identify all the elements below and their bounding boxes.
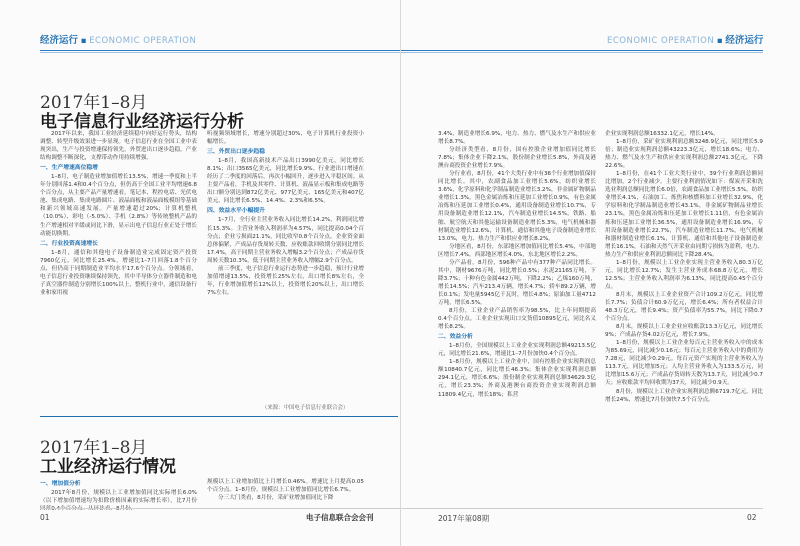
paragraph: 8月末，规模以上工业企业资产合计109.2万亿元，同比增长7.7%；负债合计60.9万亿元，增长6.4%；所有者权益合计48.3万亿元，增长9.4%；资产负债率为55.7%，同比下降0.7个百分点。: [605, 291, 763, 323]
paragraph: 规模以上工业增加值比上月增长0.46%。增速比上月提高0.05个百分点。1–8月份，规模以上工业增加值同比增长6.7%。: [207, 479, 364, 494]
paragraph: 1–8月，电子制造业增加值增长13.5%，增速一季度和上半年分别回落1.4和0.4个百分点，但仍高于全国工业平均增速6.8个百分点，从主要产品产量增速看，笔记本、程控电话、光伏电池、集成电路、集成电路圆片、液晶面板和液晶面板模组等基础和新兴领域高速发展。产量增速超过20%；计算机整机（10.0%）、彩电（-5.0%）、手机（2.8%）等传统整机产品的生产增速相对平缓或同比下滑，显示出电子信息行业正处于增长动能切换期。: [40, 174, 197, 237]
paragraph: 1–8月份，采矿业实现利润总额3248.9亿元，同比增长5.9倍；制造业实现利润总额43223.3亿元，增长18.6%；电力、热力、燃气及水生产和供应业实现利润总额2741.3亿元，下降22.6%。: [605, 139, 763, 170]
section-name-en: ECONOMIC OPERATION: [607, 36, 715, 46]
article2-column-2: [207, 478, 364, 510]
header-rule-thin: [40, 52, 400, 53]
paragraph: 8月份，工业企业产品销售率为98.5%，比上年同期提高0.4个百分点。工业企业实现出口交货值10895亿元，同比名义增长8.2%。: [438, 308, 596, 331]
article-separator: [40, 416, 398, 417]
paragraph: 听视频领域增长，增速分别超过30%，电子计算机行业投资小幅增长。: [207, 131, 364, 146]
article1-title-line1: 2017年1–8月: [40, 93, 148, 113]
paragraph: 分地区看，8月份，东部地区增加值同比增长5.4%，中部地区增长7.4%，西部地区增长4.0%，东北地区增长2.2%。: [438, 243, 596, 258]
section-name-zh: 经济运行: [725, 35, 764, 46]
paragraph: 分三大门类看，8月份，采矿业增加值同比下降: [218, 495, 334, 502]
paragraph: 1–8月，通信和其他电子设备制造业完成固定资产投资7960亿元，同比增长25.4%，增速比1–7月回落1.8个百分点，但仍高于同期制造业平均水平17.6个百分点。分领域看，电子信息行业投资继续保持领先，其中半导体分立器件制造和电子真空器件制造分别增长100%以上，整机行业中，通信设备行业和家用视: [40, 249, 197, 296]
left-running-header: 经济运行 ▪ ECONOMIC OPERATION: [40, 35, 197, 46]
page-number-left: 01: [40, 513, 50, 522]
article1-source: （来源：中国电子信息行业联合会）: [262, 405, 349, 411]
paragraph: 分经济类型看，8月份，国有控股企业增加值同比增长7.8%；集体企业下降2.1%，股份制企业增长5.8%，外商及港澳台商投资企业增长7.9%。: [438, 147, 596, 170]
paragraph: 2017年8月份，规模以上工业增加值同比实际增长6.0%（以下增加值增速均为扣除价格因素的实际增长率），比7月份: [40, 490, 197, 505]
right-column-2: [605, 130, 763, 495]
section-heading: 四、效益水平小幅提升: [207, 208, 265, 215]
paragraph: 1–7月，全行业主营业务收入同比增长14.2%，利润同比增长15.3%。主营业务收入利润率为4.57%，同比提高0.04个百分点；企业亏损面21.1%，同比收窄0.8个百分点。企业资金面总体偏紧，产成品存货周转天数、应收账款回收期分别同比增长17.4%，高于同期主营业务收入增幅3.2个百分点；产成品存货周转天数10.3%，低于同期主营业务收入增幅2.9个百分点。: [207, 217, 364, 264]
paragraph: 企业实现利润总额16332.1亿元，增长14%。: [605, 131, 719, 137]
paragraph: 2017年以来，我国工业经济延续稳中向好运行势头，结构调整、转型升级效果进一步显现。电子信息行业在全国工业中表现突出，生产与投资增速保持领先，外贸进出口逐步趋稳，产业结构调整不断深化，支撑带动作用持续增强。: [40, 131, 197, 162]
section-heading: 一、生产增速高位稳增: [40, 165, 98, 172]
paragraph: 8月末，规模以上工业企业应收账款13.3万亿元，同比增长9%；产成品存货4.02万亿元，增长7.9%。: [605, 324, 763, 339]
right-page: [400, 0, 800, 546]
article1-title-line2: 电子信息行业经济运行分析: [40, 112, 244, 132]
paragraph: 1–8月份，规模以上工业企业每百元主营业务收入中的成本为85.69元，同比减少0.16元；每百元主营业务收入中的费用为7.28元，同比减少0.29元。每百元资产实现的主营业务收入为113.7元，同比增加5元；人均主营业务收入为133.5万元，同比增加15.6万元；产成品存货周转天数为13.7天，同比减少0.7天；应收账款平均回收期为37天，同比减少0.9天。: [605, 340, 763, 387]
paragraph: 1–8月份，全国规模以上工业企业实现利润总额49213.5亿元，同比增长21.6%，增速比1–7月份加快0.4个百分点。: [438, 343, 596, 358]
paragraph: 1–8月份，在41个工业大类行业中，39个行业利润总额同比增加，2个行业减少。主要行业利润情况如下：煤炭开采和洗选业利润总额同比增长6.0倍，农副食品加工业增长5.5%，纺织业增长4.1%，石油加工、炼焦和核燃料加工业增长32.9%，化学原料和化学制品制造业增长43.1%，非金属矿物制品业增长23.1%，黑色金属冶炼和压延加工业增长1.11倍，有色金属冶炼和压延加工业增长36.5%，通用设备制造业增长16.9%，专用设备制造业增长22.7%，汽车制造业增长11.7%，电气机械和器材制造业增长6.1%，计算机、通信和其他电子设备制造业增长16.1%，石油和天然气开采业由同期亏损转为盈利，电力、热力生产和供应业利润总额同比下降28.4%。: [605, 171, 763, 258]
issue-label: 2017年第08期: [438, 514, 490, 523]
header-rule: [401, 50, 763, 51]
footer-rule: [40, 508, 400, 509]
section-name-zh: 经济运行: [40, 35, 79, 46]
article2-title-line2: 工业经济运行情况: [40, 457, 176, 477]
article1-column-1: [40, 130, 197, 430]
section-heading: 二、行业投资高速增长: [40, 240, 98, 247]
publication-name: 电子信息联合会会刊: [306, 513, 374, 522]
paragraph: 1–8月份，规模以上工业企业中，国有控股企业实现利润总额10840.7亿元，同比增长46.3%；集体企业实现利润总额294.1亿元，增长6.6%；股份制企业实现利润总额34629.3亿元，增长23.3%；外商及港澳台商投资企业实现利润总额11809.4亿元，增长18%；私营: [438, 359, 596, 398]
page-number-right: 02: [747, 513, 757, 522]
footer-rule: [401, 508, 763, 509]
header-rule-thin: [401, 52, 763, 53]
paragraph: 分产品看，8月份，596种产品中有377种产品同比增长。其中，钢材9676万吨，同比增长0.5%；水泥21165万吨，下降3.7%；十种有色金属442万吨，下降2.2%；乙烯160万吨，增长14.5%；汽车213.4万辆，增长4.7%；轿车89.2万辆，增长0.1%；发电量5945亿千瓦时，增长4.8%；原油加工量4712万吨，增长6.5%。: [438, 259, 596, 306]
paragraph: 分行业看，8月份，41个大类行业中有36个行业增加值保持同比增长。其中，农副食品加工业增长5.6%，纺织业增长3.6%，化学原料和化学制品制造业增长3.2%，非金属矿物制品业增长1.3%，黑色金属冶炼和压延加工业增长0.9%，有色金属冶炼和压延加工业增长0.4%，通用设备制造业增长10.7%，专用设备制造业增长12.1%，汽车制造业增长14.5%，铁路、船舶、航空航天和其他运输设备制造业增长5.3%，电气机械和器材制造业增长12.6%，计算机、通信和其他电子设备制造业增长13.0%，电力、热力生产和供应业增长8.2%。: [438, 171, 596, 242]
paragraph: 1–8月份，规模以上工业企业实现主营业务收入80.3万亿元，同比增长12.7%；发生主营业务成本68.8万亿元，增长12.5%；主营业务收入利润率为6.13%，同比提高0.45个百分点。: [605, 259, 763, 290]
article2-title-line1: 2017年1–8月: [40, 438, 148, 458]
paragraph: 3.4%，制造业增长6.9%，电力、热力、燃气及水生产和供应业增长8.7%。: [438, 131, 596, 146]
header-rule: [40, 50, 400, 51]
section-heading: 二、效益分析: [438, 334, 473, 341]
section-heading: 一、增加值分析: [40, 481, 81, 487]
paragraph: 1–8月，我国高新技术产品出口3990亿美元，同比增长8.1%；出口3565亿美元，同比增长9.9%。行业进出口增速在经历了二季度的回落后，再次小幅回升，逐步进入平稳区间。从主要产品看，手机及其零件、计算机、液晶显示板和集成电路等出口额分别达到872亿美元、977亿美元、165亿美元和407亿美元，同比增长6.5%、14.4%、2.3%和6.5%。: [207, 158, 364, 205]
article2-column-1: [40, 478, 197, 510]
section-heading: 三、外贸出口逐步趋稳: [207, 149, 265, 156]
right-running-header: ECONOMIC OPERATION ▪ 经济运行: [607, 35, 764, 46]
right-column-1: [438, 130, 596, 505]
paragraph: 前三季度，电子信息行业运行态势进一步趋稳，预计行业增加值增速13.5%，投资增长25%左右，出口增长8%左右，全年，行业增加值增长12%以上，投资增长20%以上，出口增长7%左右。: [207, 265, 364, 296]
article1-column-2: [207, 130, 364, 430]
paragraph: 8月份，规模以上工业企业实现利润总额6719.7亿元，同比增长24%，增速比7月份加快7.5个百分点。: [605, 388, 763, 403]
section-name-en: ECONOMIC OPERATION: [89, 36, 197, 46]
